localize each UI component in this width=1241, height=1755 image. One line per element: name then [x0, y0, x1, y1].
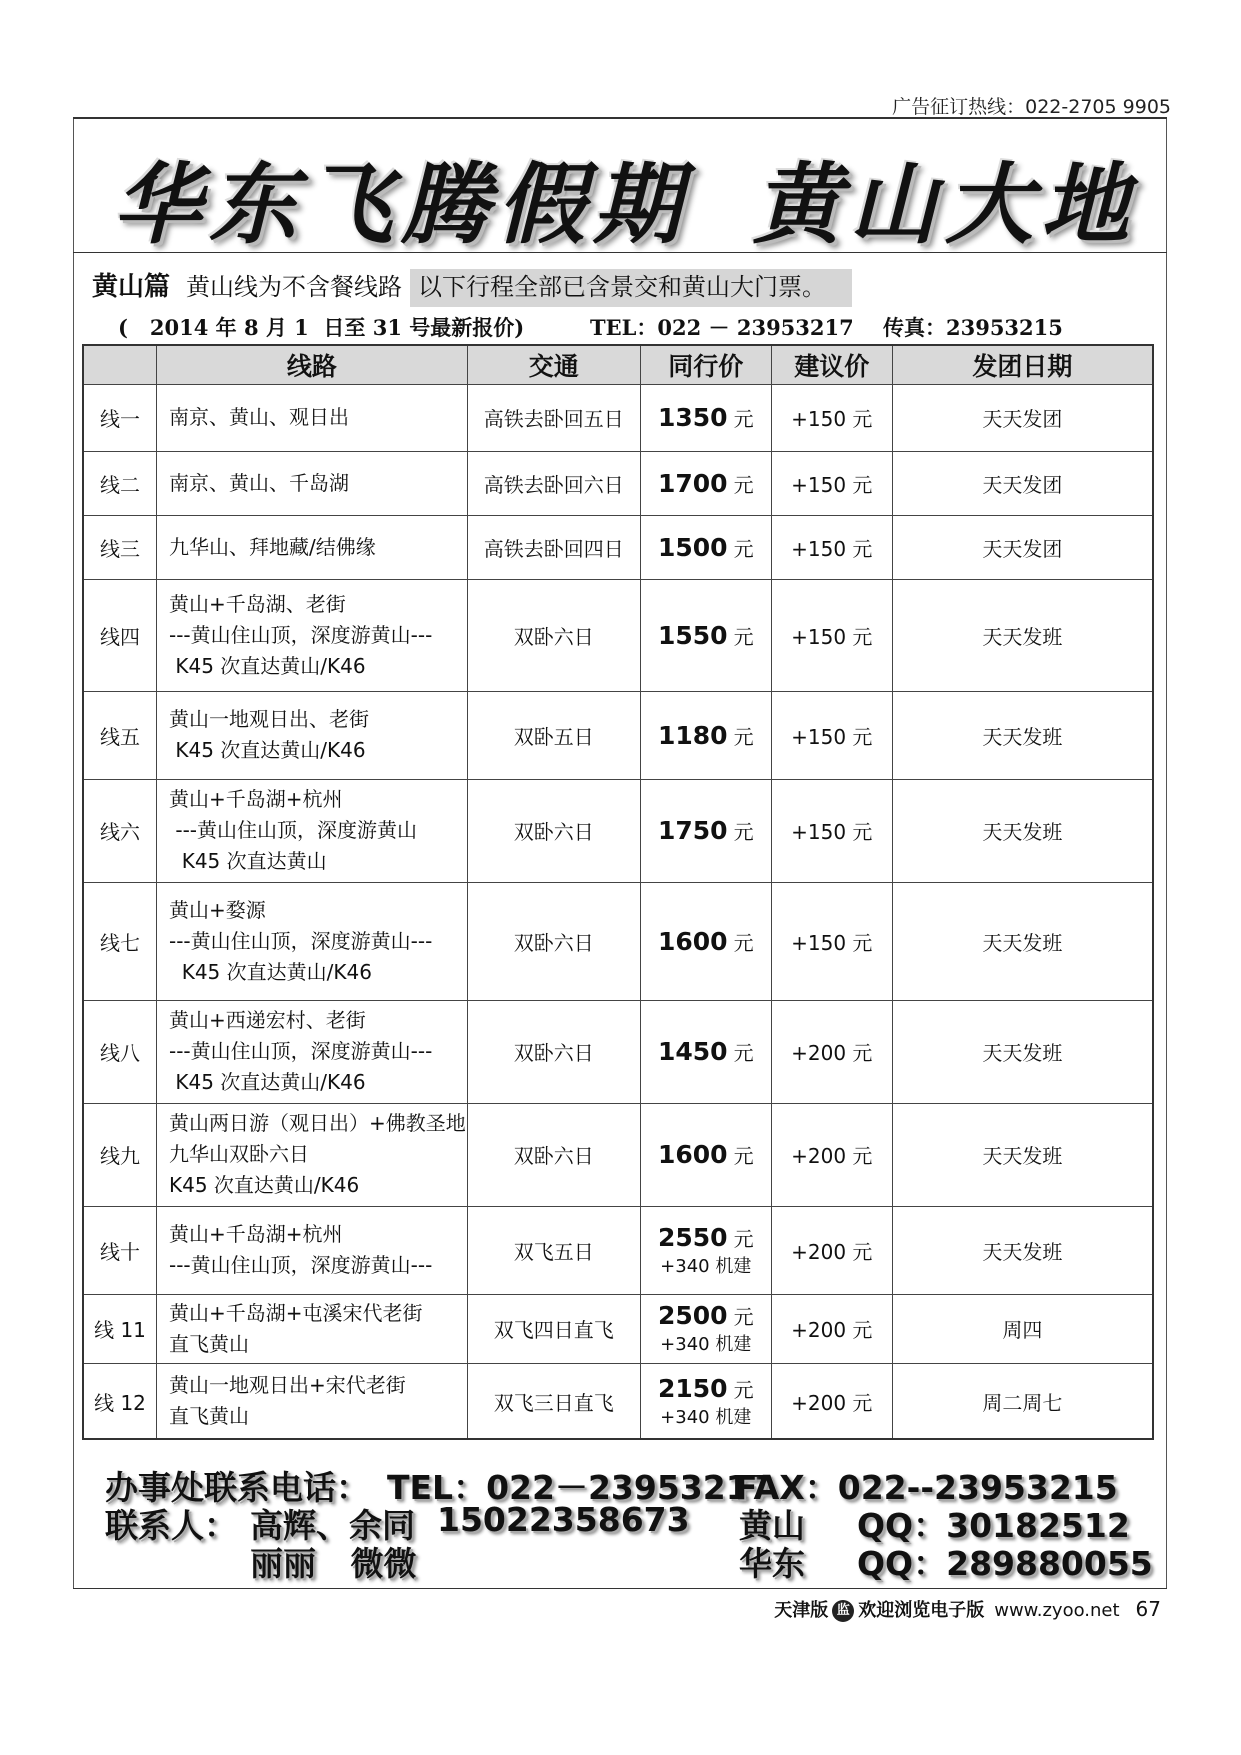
- route-description: [157, 1103, 468, 1206]
- departure-schedule: 天天发团: [892, 515, 1153, 579]
- route-description: [157, 691, 468, 779]
- transport-mode: 双飞四日直飞: [467, 1294, 640, 1364]
- trade-price: [640, 1000, 771, 1103]
- transport-mode: 双卧六日: [467, 1000, 640, 1103]
- suggested-price: +200 元: [771, 1000, 892, 1103]
- price-value: 1550: [657, 621, 728, 650]
- transport-mode: 高铁去卧回四日: [467, 515, 640, 579]
- transport-mode: 双卧六日: [467, 580, 640, 692]
- departure-schedule: 天天发班: [892, 882, 1153, 1000]
- route-line: 直飞黄山: [169, 1404, 249, 1429]
- departure-schedule: 天天发班: [892, 691, 1153, 779]
- table-header-row: [83, 345, 1153, 385]
- price-unit: 元: [733, 1041, 754, 1066]
- departure-schedule: 天天发班: [892, 1103, 1153, 1206]
- price-value: 1450: [657, 1037, 728, 1067]
- table-row: [83, 691, 1153, 779]
- suggested-price: +200 元: [771, 1294, 892, 1364]
- office-tel: TEL：022－23953217: [387, 1468, 772, 1507]
- route-description: [157, 1294, 468, 1364]
- suggested-price: +150 元: [771, 779, 892, 882]
- route-line: K45 次直达黄山/K46: [169, 1070, 366, 1095]
- route-description: [157, 580, 468, 692]
- section-subhead: [92, 266, 852, 303]
- line-number: 线四: [83, 580, 157, 692]
- airport-fee: +340 机建: [660, 1406, 752, 1428]
- price-unit: 元: [733, 1144, 754, 1169]
- route-description: [157, 385, 468, 452]
- trade-price: [640, 1206, 771, 1294]
- price-value: 1700: [657, 468, 728, 498]
- region-huadong: 华东: [739, 1544, 805, 1583]
- contact-persons-2: 丽丽 微微: [250, 1544, 417, 1583]
- price-value: 1500: [657, 533, 728, 563]
- line-number: 线 12: [83, 1364, 157, 1439]
- region-huangshan: 黄山: [739, 1506, 805, 1545]
- price-value: 1750: [657, 816, 728, 846]
- header-suggested-price: 建议价: [771, 345, 892, 385]
- price-value: 2500: [657, 1301, 728, 1331]
- route-description: [157, 1000, 468, 1103]
- suggested-price: +150 元: [771, 451, 892, 515]
- suggested-price: +150 元: [771, 882, 892, 1000]
- page-number: 67: [1135, 1597, 1161, 1621]
- footer-edition: 天津版: [774, 1600, 829, 1621]
- table-row: [83, 385, 1153, 452]
- suggested-price: +150 元: [771, 385, 892, 452]
- trade-price: [640, 1103, 771, 1206]
- banner: [73, 125, 1167, 256]
- route-line: K45 次直达黄山/K46: [169, 654, 366, 678]
- departure-schedule: 天天发班: [892, 1206, 1153, 1294]
- transport-mode: 高铁去卧回六日: [467, 451, 640, 515]
- line-number: 线七: [83, 882, 157, 1000]
- table-row: [83, 1206, 1153, 1294]
- table-row: [83, 515, 1153, 579]
- bottom-divider: [73, 1588, 1167, 1589]
- route-line: 黄山+千岛湖+屯溪宋代老街: [169, 1300, 423, 1325]
- departure-schedule: 天天发班: [892, 779, 1153, 882]
- line-number: 线十: [83, 1206, 157, 1294]
- header-trade-price: 同行价: [640, 345, 771, 385]
- airport-fee: +340 机建: [660, 1334, 752, 1356]
- route-line: 黄山两日游（观日出）+佛教圣地: [169, 1111, 466, 1136]
- line-number: 线三: [83, 515, 157, 579]
- airport-fee: +340 机建: [660, 1255, 752, 1277]
- routes-body: [83, 385, 1153, 1440]
- route-line: 南京、黄山、千岛湖: [169, 470, 349, 495]
- route-description: [157, 1364, 468, 1439]
- departure-schedule: 天天发团: [892, 451, 1153, 515]
- departure-schedule: 天天发班: [892, 1000, 1153, 1103]
- price-unit: 元: [733, 407, 754, 432]
- price-value: 1180: [657, 720, 728, 750]
- price-unit: 元: [733, 1305, 754, 1330]
- route-line: 南京、黄山、观日出: [169, 405, 349, 430]
- transport-mode: 双卧五日: [467, 691, 640, 779]
- table-row: [83, 1103, 1153, 1206]
- route-line: ---黄山住山顶，深度游黄山: [169, 818, 418, 843]
- route-line: K45 次直达黄山/K46: [169, 738, 366, 763]
- line-number: 线五: [83, 691, 157, 779]
- banner-title-left: 华东飞腾假期: [113, 152, 690, 256]
- contact-persons-1: 高辉、余同: [250, 1506, 415, 1545]
- price-value: 1600: [657, 926, 728, 956]
- route-line: 九华山、拜地藏/结佛缘: [169, 535, 376, 560]
- transport-mode: 双飞五日: [467, 1206, 640, 1294]
- routes-table: [82, 344, 1154, 1440]
- suggested-price: +200 元: [771, 1103, 892, 1206]
- price-unit: 元: [733, 537, 754, 562]
- top-divider: [73, 117, 1167, 119]
- transport-mode: 高铁去卧回五日: [467, 385, 640, 452]
- route-line: 黄山+千岛湖、老街: [169, 592, 346, 616]
- office-phone-label: 办事处联系电话：: [105, 1468, 369, 1507]
- suggested-price: +150 元: [771, 515, 892, 579]
- route-description: [157, 779, 468, 882]
- price-value: 2550: [657, 1222, 728, 1252]
- line-number: 线二: [83, 451, 157, 515]
- route-line: 黄山+千岛湖+杭州: [169, 1222, 343, 1247]
- header-departure: 发团日期: [892, 345, 1153, 385]
- route-description: [157, 451, 468, 515]
- price-unit: 元: [733, 472, 754, 497]
- route-line: K45 次直达黄山: [169, 849, 327, 874]
- route-line: ---黄山住山顶，深度游黄山---: [169, 1253, 433, 1278]
- table-row: [83, 1000, 1153, 1103]
- route-line: 黄山一地观日出、老街: [169, 707, 369, 732]
- departure-schedule: 周四: [892, 1294, 1153, 1364]
- price-unit: 元: [733, 724, 754, 749]
- suggested-price: +200 元: [771, 1206, 892, 1294]
- route-line: ---黄山住山顶，深度游黄山---: [169, 623, 433, 647]
- trade-price: [640, 1364, 771, 1439]
- banner-title-right: 黄山大地: [753, 152, 1138, 256]
- price-unit: 元: [733, 1377, 754, 1402]
- departure-schedule: 天天发班: [892, 580, 1153, 692]
- table-row: [83, 1364, 1153, 1439]
- price-value: 2150: [657, 1373, 728, 1403]
- line-number: 线 11: [83, 1294, 157, 1364]
- route-line: 黄山+西递宏村、老街: [169, 1008, 366, 1033]
- footer-badge-icon: 监: [832, 1600, 854, 1622]
- trade-price: [640, 882, 771, 1000]
- section-note: 黄山线为不含餐线路: [186, 273, 403, 301]
- table-row: [83, 580, 1153, 692]
- office-fax: FAX：022--23953215: [735, 1468, 1118, 1507]
- transport-mode: 双卧六日: [467, 882, 640, 1000]
- contact-person-label: 联系人：: [105, 1506, 237, 1545]
- trade-price: [640, 451, 771, 515]
- price-unit: 元: [733, 625, 754, 649]
- contact-mobile: 15022358673: [437, 1500, 690, 1539]
- route-description: [157, 1206, 468, 1294]
- line-number: 线九: [83, 1103, 157, 1206]
- route-line: ---黄山住山顶，深度游黄山---: [169, 1039, 433, 1064]
- line-number: 线八: [83, 1000, 157, 1103]
- transport-mode: 双卧六日: [467, 779, 640, 882]
- section-highlight: 以下行程全部已含景交和黄山大门票。: [410, 269, 852, 307]
- transport-mode: 双飞三日直飞: [467, 1364, 640, 1439]
- route-line: 黄山+婺源: [169, 897, 266, 922]
- line-number: 线六: [83, 779, 157, 882]
- price-value: 1350: [657, 403, 728, 433]
- route-line: 九华山双卧六日: [169, 1142, 309, 1167]
- route-line: 直飞黄山: [169, 1331, 249, 1356]
- route-description: [157, 882, 468, 1000]
- section-title: 黄山篇: [92, 272, 171, 302]
- line-number: 线一: [83, 385, 157, 452]
- suggested-price: +150 元: [771, 580, 892, 692]
- table-row: [83, 779, 1153, 882]
- header-index: [83, 345, 157, 385]
- trade-price: [640, 580, 771, 692]
- table-row: [83, 1294, 1153, 1364]
- banner-divider: [73, 252, 1167, 253]
- header-transport: 交通: [467, 345, 640, 385]
- suggested-price: +200 元: [771, 1364, 892, 1439]
- trade-price: [640, 385, 771, 452]
- footer-welcome: 欢迎浏览电子版: [858, 1600, 985, 1621]
- route-description: [157, 515, 468, 579]
- transport-mode: 双卧六日: [467, 1103, 640, 1206]
- ad-hotline: 广告征订热线：022-2705 9905: [892, 96, 1171, 118]
- route-line: 黄山+千岛湖+杭州: [169, 787, 343, 812]
- date-and-contact-line: ( 2014 年 8 月 1 日至 31 号最新报价) TEL：022 － 23953217 传真：23953215: [118, 315, 1063, 340]
- header-route: 线路: [157, 345, 468, 385]
- page-footer: [774, 1596, 1161, 1622]
- trade-price: [640, 779, 771, 882]
- route-line: K45 次直达黄山/K46: [169, 1173, 360, 1198]
- trade-price: [640, 1294, 771, 1364]
- table-row: [83, 882, 1153, 1000]
- departure-schedule: 天天发团: [892, 385, 1153, 452]
- price-unit: 元: [733, 930, 754, 955]
- trade-price: [640, 691, 771, 779]
- price-unit: 元: [733, 1226, 754, 1251]
- price-unit: 元: [733, 820, 754, 845]
- footer-website[interactable]: www.zyoo.net: [994, 1600, 1120, 1621]
- route-line: ---黄山住山顶，深度游黄山---: [169, 928, 433, 953]
- suggested-price: +150 元: [771, 691, 892, 779]
- route-line: K45 次直达黄山/K46: [169, 959, 372, 984]
- route-line: 黄山一地观日出+宋代老街: [169, 1373, 406, 1398]
- qq-huangshan: QQ：30182512: [857, 1506, 1130, 1545]
- price-value: 1600: [657, 1140, 728, 1170]
- departure-schedule: 周二周七: [892, 1364, 1153, 1439]
- qq-huadong: QQ：289880055: [857, 1544, 1153, 1583]
- table-row: [83, 451, 1153, 515]
- trade-price: [640, 515, 771, 579]
